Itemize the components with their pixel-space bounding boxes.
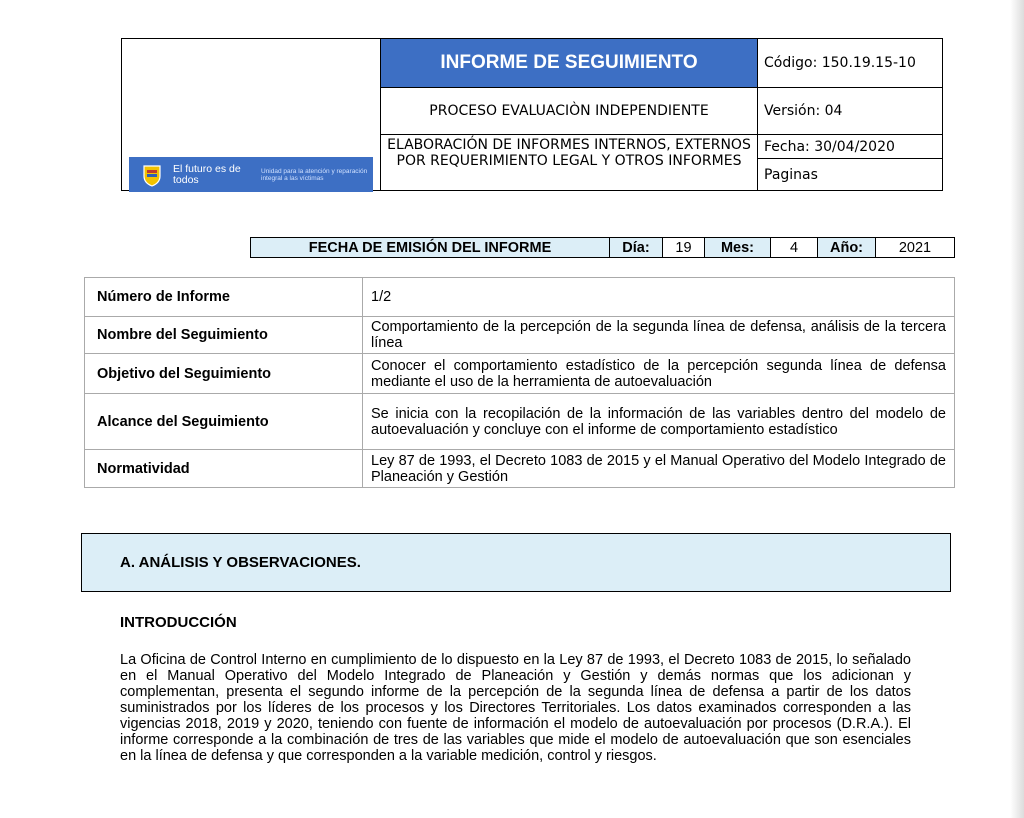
coat-of-arms-icon [141,163,163,187]
info-value: Conocer el comportamiento estadístico de la percepción segunda línea de defensa mediante el uso de la herramienta de autoevaluación [363,354,955,394]
document-code: Código: 150.19.15-10 [758,39,942,88]
day-value: 19 [663,238,705,257]
info-value: Se inicia con la recopilación de la información de las variables dentro del modelo de autoevaluación y concluye con el informe de comportamiento estadístico [363,394,955,450]
intro-paragraph: La Oficina de Control Interno en cumplimiento de lo dispuesto en la Ley 87 de 1993, el Decreto 1083 de 2015, lo señalado en el Manual Operativo del Modelo Integrado de Planeación y Gestión y demás normas que los adicionan y complementan, presenta el segundo informe de la percepción de la segunda línea de defensa a partir de los datos suministrados por los líderes de los procesos y los Directores Territoriales. Los datos examinados corresponden a las vigencias 2018, 2019 y 2020, teniendo con fuente de información el modelo de autoevaluación por procesos (D.R.A.). El informe corresponde a la combinación de tres de las variables que mide el modelo de autoevaluación que son esenciales en la línea de defensa y que corresponden a la variable medición, control y riesgos. [120,652,911,764]
table-row [85,354,955,394]
logo-text: El futuro es de todos [173,162,241,186]
logo-subtext: Unidad para la atención y reparación integral a las víctimas [261,167,368,182]
info-key: Nombre del Seguimiento [85,317,363,354]
institution-logo [129,157,373,192]
emission-date-row [250,237,955,258]
month-value: 4 [771,238,818,257]
info-key: Normatividad [85,450,363,488]
elaboration-text: ELABORACIÓN DE INFORMES INTERNOS, EXTERNOS POR REQUERIMIENTO LEGAL Y OTROS INFORMES [381,135,758,190]
day-label: Día: [610,238,663,257]
page-edge-shadow [1010,0,1024,818]
info-value: Ley 87 de 1993, el Decreto 1083 de 2015 y el Manual Operativo del Modelo Integrado de Planeación y Gestión [363,450,955,488]
table-row [85,317,955,354]
section-heading-box [81,533,951,592]
document-pages: Paginas [764,166,818,183]
table-row [85,278,955,317]
process-name: PROCESO EVALUACIÒN INDEPENDIENTE [381,88,758,135]
table-row [85,394,955,450]
report-title: INFORME DE SEGUIMIENTO [381,39,758,88]
document-version: Versión: 04 [758,88,942,135]
info-value: 1/2 [363,278,955,317]
info-key: Alcance del Seguimiento [85,394,363,450]
intro-title: INTRODUCCIÓN [120,614,237,631]
document-header-table [121,38,943,191]
year-label: Año: [818,238,876,257]
report-info-table [84,277,955,488]
info-key: Número de Informe [85,278,363,317]
table-row [85,450,955,488]
emission-label: FECHA DE EMISIÓN DEL INFORME [251,238,610,257]
info-key: Objetivo del Seguimiento [85,354,363,394]
month-label: Mes: [705,238,771,257]
year-value: 2021 [898,239,932,256]
info-value: Comportamiento de la percepción de la segunda línea de defensa, análisis de la tercera línea [363,317,955,354]
document-date: Fecha: 30/04/2020 [758,135,942,159]
section-title: A. ANÁLISIS Y OBSERVACIONES. [120,554,361,571]
logo-cell [122,39,381,190]
